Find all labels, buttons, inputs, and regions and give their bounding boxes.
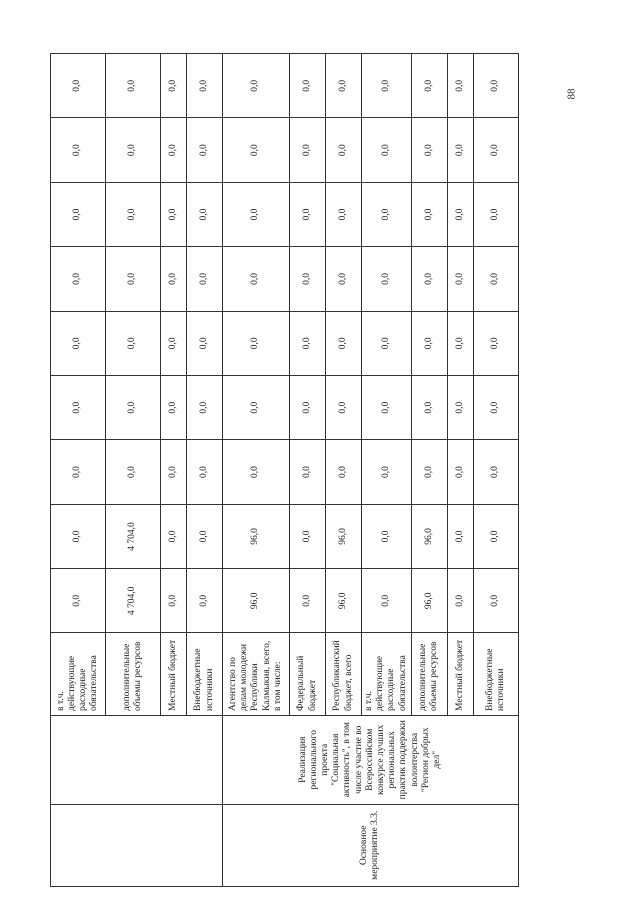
value-cell: 0,0	[187, 440, 223, 504]
value-cell: 0,0	[187, 311, 223, 375]
value-cell: 0,0	[51, 118, 106, 182]
value-cell: 0,0	[161, 54, 187, 119]
value-cell: 0,0	[473, 504, 518, 568]
value-cell: 0,0	[187, 247, 223, 311]
value-cell: 0,0	[187, 376, 223, 440]
value-cell: 0,0	[290, 569, 326, 633]
value-cell: 0,0	[290, 247, 326, 311]
value-cell: 0,0	[290, 504, 326, 568]
value-cell: 0,0	[447, 182, 473, 246]
value-cell: 0,0	[411, 118, 447, 182]
value-cell: 0,0	[106, 54, 161, 119]
funding-source: в т.ч. действующие расходные обязательства	[362, 633, 412, 715]
funding-source: Внебюджетные источники	[187, 633, 223, 715]
value-cell: 0,0	[106, 376, 161, 440]
page-number: 88	[565, 88, 578, 100]
value-cell: 0,0	[447, 504, 473, 568]
value-cell: 0,0	[187, 118, 223, 182]
value-cell: 0,0	[362, 182, 412, 246]
rotated-page	[50, 53, 513, 887]
value-cell: 0,0	[161, 182, 187, 246]
value-cell: 0,0	[161, 440, 187, 504]
value-cell: 0,0	[473, 440, 518, 504]
value-cell: 0,0	[362, 247, 412, 311]
value-cell: 0,0	[362, 440, 412, 504]
value-cell: 0,0	[106, 118, 161, 182]
value-cell: 0,0	[362, 504, 412, 568]
value-cell: 0,0	[161, 569, 187, 633]
value-cell: 0,0	[223, 440, 290, 504]
value-cell: 0,0	[51, 182, 106, 246]
value-cell: 0,0	[411, 440, 447, 504]
value-cell: 0,0	[473, 118, 518, 182]
value-cell: 0,0	[326, 440, 362, 504]
value-cell: 0,0	[51, 504, 106, 568]
value-cell: 0,0	[106, 440, 161, 504]
value-cell: 0,0	[362, 569, 412, 633]
funding-source: Внебюджетные источники	[473, 633, 518, 715]
value-cell: 0,0	[161, 118, 187, 182]
value-cell: 0,0	[223, 182, 290, 246]
value-cell: 0,0	[106, 311, 161, 375]
funding-source: Агентство по делам молодежи Республики Калмыкия, всего, в том числе:	[223, 633, 290, 715]
value-cell: 0,0	[290, 311, 326, 375]
value-cell: 96,0	[326, 504, 362, 568]
value-cell: 0,0	[51, 247, 106, 311]
value-cell: 0,0	[447, 376, 473, 440]
value-cell: 0,0	[290, 182, 326, 246]
funding-source: дополнительные объемы ресурсов	[106, 633, 161, 715]
value-cell: 0,0	[411, 311, 447, 375]
value-cell: 0,0	[447, 118, 473, 182]
value-cell: 0,0	[187, 182, 223, 246]
value-cell: 0,0	[326, 118, 362, 182]
value-cell: 0,0	[161, 247, 187, 311]
value-cell: 0,0	[106, 182, 161, 246]
value-cell: 0,0	[411, 376, 447, 440]
value-cell: 0,0	[187, 54, 223, 119]
funding-source: в т.ч. действующие расходные обязательства	[51, 633, 106, 715]
measure-code: Основное мероприятие 3.3.	[223, 804, 519, 886]
value-cell: 0,0	[51, 569, 106, 633]
value-cell: 0,0	[473, 311, 518, 375]
value-cell: 0,0	[290, 54, 326, 119]
value-cell: 0,0	[473, 569, 518, 633]
value-cell: 0,0	[411, 182, 447, 246]
value-cell: 0,0	[51, 311, 106, 375]
value-cell: 0,0	[362, 376, 412, 440]
value-cell: 4 704,0	[106, 504, 161, 568]
funding-source: дополнительные объемы ресурсов	[411, 633, 447, 715]
blank-cell	[51, 804, 223, 886]
value-cell: 0,0	[161, 311, 187, 375]
value-cell: 0,0	[161, 504, 187, 568]
value-cell: 0,0	[326, 247, 362, 311]
value-cell: 0,0	[223, 311, 290, 375]
value-cell: 0,0	[51, 440, 106, 504]
value-cell: 96,0	[223, 569, 290, 633]
value-cell: 0,0	[187, 569, 223, 633]
value-cell: 0,0	[447, 311, 473, 375]
value-cell: 96,0	[326, 569, 362, 633]
value-cell: 0,0	[447, 569, 473, 633]
value-cell: 0,0	[223, 376, 290, 440]
value-cell: 0,0	[187, 504, 223, 568]
value-cell: 0,0	[362, 118, 412, 182]
value-cell: 0,0	[447, 54, 473, 119]
value-cell: 0,0	[290, 440, 326, 504]
value-cell: 0,0	[290, 376, 326, 440]
value-cell: 0,0	[362, 311, 412, 375]
funding-source: Местный бюджет	[161, 633, 187, 715]
funding-source: Местный бюджет	[447, 633, 473, 715]
value-cell: 0,0	[473, 376, 518, 440]
value-cell: 0,0	[223, 118, 290, 182]
value-cell: 0,0	[473, 247, 518, 311]
value-cell: 96,0	[411, 569, 447, 633]
value-cell: 0,0	[106, 247, 161, 311]
blank-cell	[51, 715, 223, 804]
value-cell: 0,0	[362, 54, 412, 119]
budget-table-body	[51, 54, 519, 887]
value-cell: 4 704,0	[106, 569, 161, 633]
value-cell: 0,0	[411, 54, 447, 119]
value-cell: 0,0	[473, 54, 518, 119]
funding-source: Федеральный бюджет	[290, 633, 326, 715]
budget-table	[50, 53, 519, 887]
value-cell: 0,0	[326, 54, 362, 119]
value-cell: 0,0	[326, 376, 362, 440]
table-row	[51, 54, 106, 887]
value-cell: 0,0	[223, 247, 290, 311]
measure-name: Реализация регионального проекта "Социальная активность", в том числе участие во Всероссийском конкурсе лучших региональных практик поддержки волонтерства "Регион добрых дел"	[223, 715, 519, 804]
value-cell: 0,0	[326, 182, 362, 246]
value-cell: 0,0	[51, 54, 106, 119]
funding-source: Республиканский бюджет, всего	[326, 633, 362, 715]
value-cell: 0,0	[223, 54, 290, 119]
value-cell: 0,0	[447, 247, 473, 311]
value-cell: 96,0	[223, 504, 290, 568]
value-cell: 0,0	[290, 118, 326, 182]
table-row	[223, 54, 290, 887]
value-cell: 0,0	[473, 182, 518, 246]
value-cell: 0,0	[411, 247, 447, 311]
value-cell: 96,0	[411, 504, 447, 568]
value-cell: 0,0	[161, 376, 187, 440]
value-cell: 0,0	[51, 376, 106, 440]
value-cell: 0,0	[326, 311, 362, 375]
value-cell: 0,0	[447, 440, 473, 504]
